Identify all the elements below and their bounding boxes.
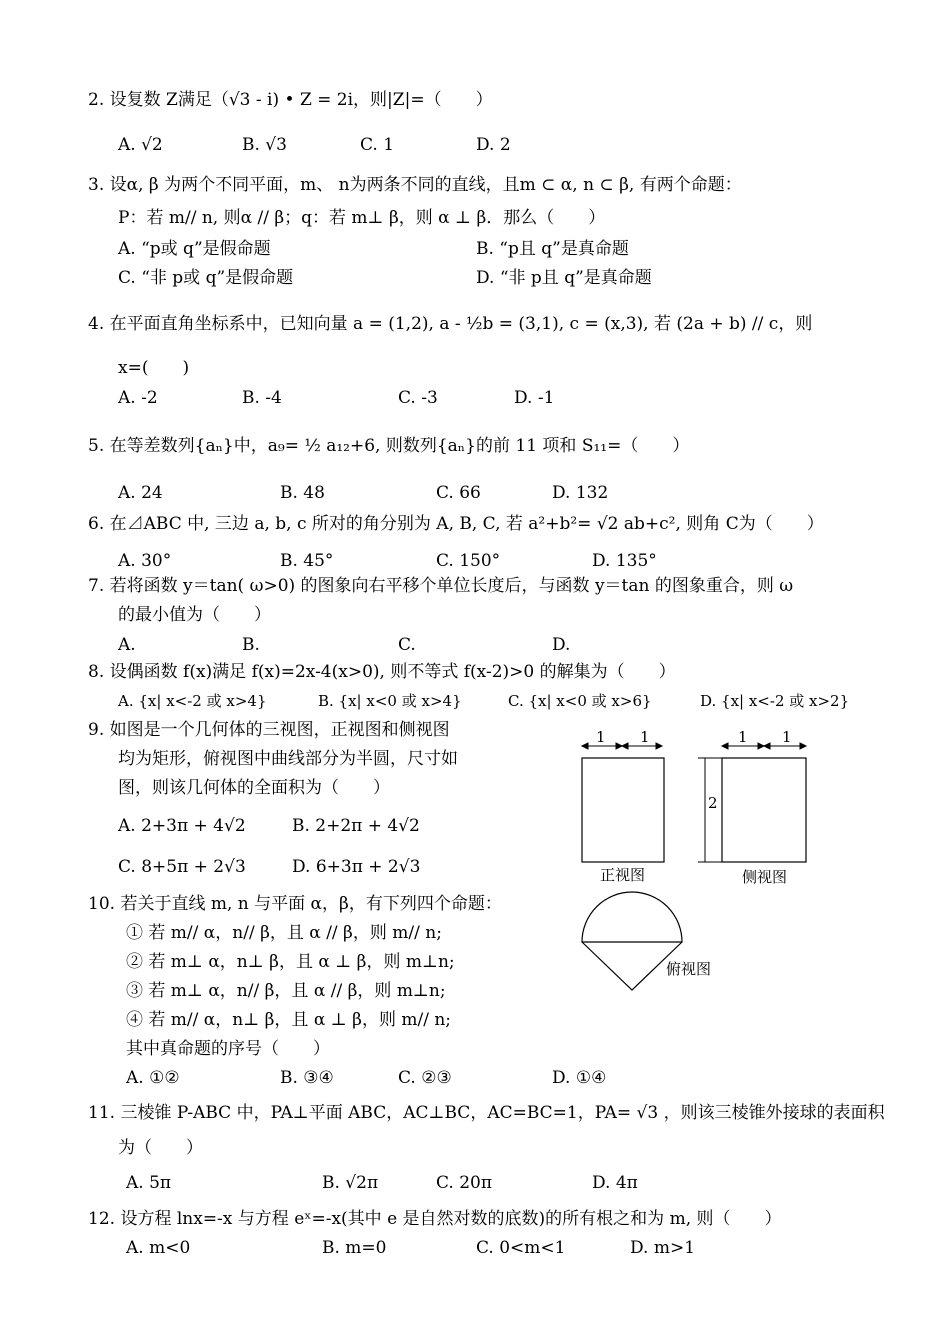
q10-prop-1: ① 若 m// α，n// β，且 α // β，则 m// n; [126,923,442,943]
q7-option-a: A. [118,635,136,655]
q9-option-c: C. 8+5π + 2√3 [118,857,246,877]
q10-option-c: C. ②③ [398,1068,452,1088]
q3-line2: P：若 m// n, 则α // β；q：若 m⊥ β，则 α ⊥ β．那么（ ） [118,208,606,228]
q12-option-a: A. m<0 [126,1238,191,1258]
q8-option-c: C. {x| x<0 或 x>6} [508,692,652,710]
q4-line2: x=( ) [118,358,190,378]
q5-option-b: B. 48 [280,483,325,503]
q3-option-a: A. “p或 q”是假命题 [118,239,271,259]
front-view-rect [582,758,664,862]
q12-option-c: C. 0<m<1 [476,1238,566,1258]
q11-option-a: A. 5π [126,1173,172,1193]
q4-stem: 4. 在平面直角坐标系中，已知向量 a = (1,2), a - ½b = (3,1), c = (x,3), 若 (2a + b) // c，则 [88,314,813,334]
q6-option-a: A. 30° [118,551,172,571]
q11-stem: 11. 三棱锥 P-ABC 中，PA⊥平面 ABC，AC⊥BC，AC=BC=1，PA= √3 ，则该三棱锥外接球的表面积 [88,1103,885,1123]
q5-stem: 5. 在等差数列{aₙ}中，a₉= ½ a₁₂+6, 则数列{aₙ}的前 11 项和 S₁₁=（ ） [88,436,690,456]
side-view-rect [722,758,806,862]
q5-option-d: D. 132 [552,483,609,503]
q10-option-d: D. ①④ [552,1068,607,1088]
q2-option-d: D. 2 [476,135,511,155]
q6-option-d: D. 135° [592,551,657,571]
q2-option-b: B. √3 [242,135,287,155]
q7-stem: 7. 若将函数 y＝tan( ω>0) 的图象向右平移个单位长度后，与函数 y＝tan 的图象重合，则 ω [88,576,794,596]
q7-option-b: B. [242,635,260,655]
q11-option-b: B. √2π [322,1173,379,1193]
q9-line1: 9. 如图是一个几何体的三视图，正视图和侧视图 [88,720,450,740]
q11-line2: 为（ ） [118,1138,203,1158]
q6-stem: 6. 在⊿ABC 中, 三边 a, b, c 所对的角分别为 A, B, C, 若 a²+b²= √2 ab+c², 则角 C为（ ） [88,514,824,534]
side-dim-left: 1 [738,728,748,746]
q5-option-c: C. 66 [436,483,481,503]
q3-option-c: C. “非 p或 q”是假命题 [118,268,294,288]
q7-option-d: D. [552,635,571,655]
q9-option-d: D. 6+3π + 2√3 [292,857,421,877]
q6-option-b: B. 45° [280,551,334,571]
q9-option-b: B. 2+2π + 4√2 [292,816,420,836]
q10-prop-3: ③ 若 m⊥ α，n// β，且 α // β，则 m⊥n; [126,981,446,1001]
q4-option-a: A. -2 [118,388,158,408]
q3-option-b: B. “p且 q”是真命题 [476,239,629,259]
front-dim-right: 1 [640,728,650,746]
q10-prop-2: ② 若 m⊥ α，n⊥ β，且 α ⊥ β，则 m⊥n; [126,952,455,972]
q10-ask: 其中真命题的序号（ ） [126,1039,330,1059]
q12-option-b: B. m=0 [322,1238,387,1258]
front-view-dimension [582,743,662,749]
q12-stem: 12. 设方程 lnx=-x 与方程 eˣ=-x(其中 e 是自然对数的底数)的所有根之和为 m, 则（ ） [88,1209,782,1229]
side-dim-right: 1 [782,728,792,746]
q9-line3: 图，则该几何体的全面积为（ ） [118,778,390,798]
top-view-label: 俯视图 [666,960,712,978]
q10-stem: 10. 若关于直线 m, n 与平面 α，β，有下列四个命题： [88,894,502,914]
q5-option-a: A. 24 [118,483,163,503]
q2-option-c: C. 1 [360,135,395,155]
q7-option-c: C. [398,635,416,655]
q12-option-d: D. m>1 [630,1238,696,1258]
q6-option-c: C. 150° [436,551,501,571]
side-view-label: 侧视图 [742,868,788,886]
three-view-figure [560,728,820,998]
q9-option-a: A. 2+3π + 4√2 [118,816,246,836]
q2-option-a: A. √2 [118,135,163,155]
q11-option-d: D. 4π [592,1173,638,1193]
q3-option-d: D. “非 p且 q”是真命题 [476,268,652,288]
q11-option-c: C. 20π [436,1173,493,1193]
q8-option-b: B. {x| x<0 或 x>4} [318,692,462,710]
q8-option-a: A. {x| x<-2 或 x>4} [118,692,267,710]
top-view-semicircle [582,892,682,942]
q8-option-d: D. {x| x<-2 或 x>2} [700,692,850,710]
q10-option-a: A. ①② [126,1068,180,1088]
q4-option-b: B. -4 [242,388,282,408]
side-dim-height: 2 [708,794,718,812]
q3-stem: 3. 设α, β 为两个不同平面，m、 n为两条不同的直线，且m ⊂ α, n ⊂ β, 有两个命题： [88,175,742,195]
front-view-label: 正视图 [600,866,646,884]
q10-option-b: B. ③④ [280,1068,334,1088]
q4-option-d: D. -1 [514,388,555,408]
q7-line2: 的最小值为（ ） [118,605,271,625]
q4-option-c: C. -3 [398,388,438,408]
q9-line2: 均为矩形，俯视图中曲线部分为半圆，尺寸如 [118,749,458,769]
q10-prop-4: ④ 若 m// α，n⊥ β，且 α ⊥ β，则 m// n; [126,1010,452,1030]
q2-stem: 2. 设复数 Z满足（√3 - i) • Z = 2i，则|Z|=（ ） [88,90,493,110]
front-dim-left: 1 [596,728,606,746]
q8-stem: 8. 设偶函数 f(x)满足 f(x)=2x-4(x>0), 则不等式 f(x-2)>0 的解集为（ ） [88,662,676,682]
